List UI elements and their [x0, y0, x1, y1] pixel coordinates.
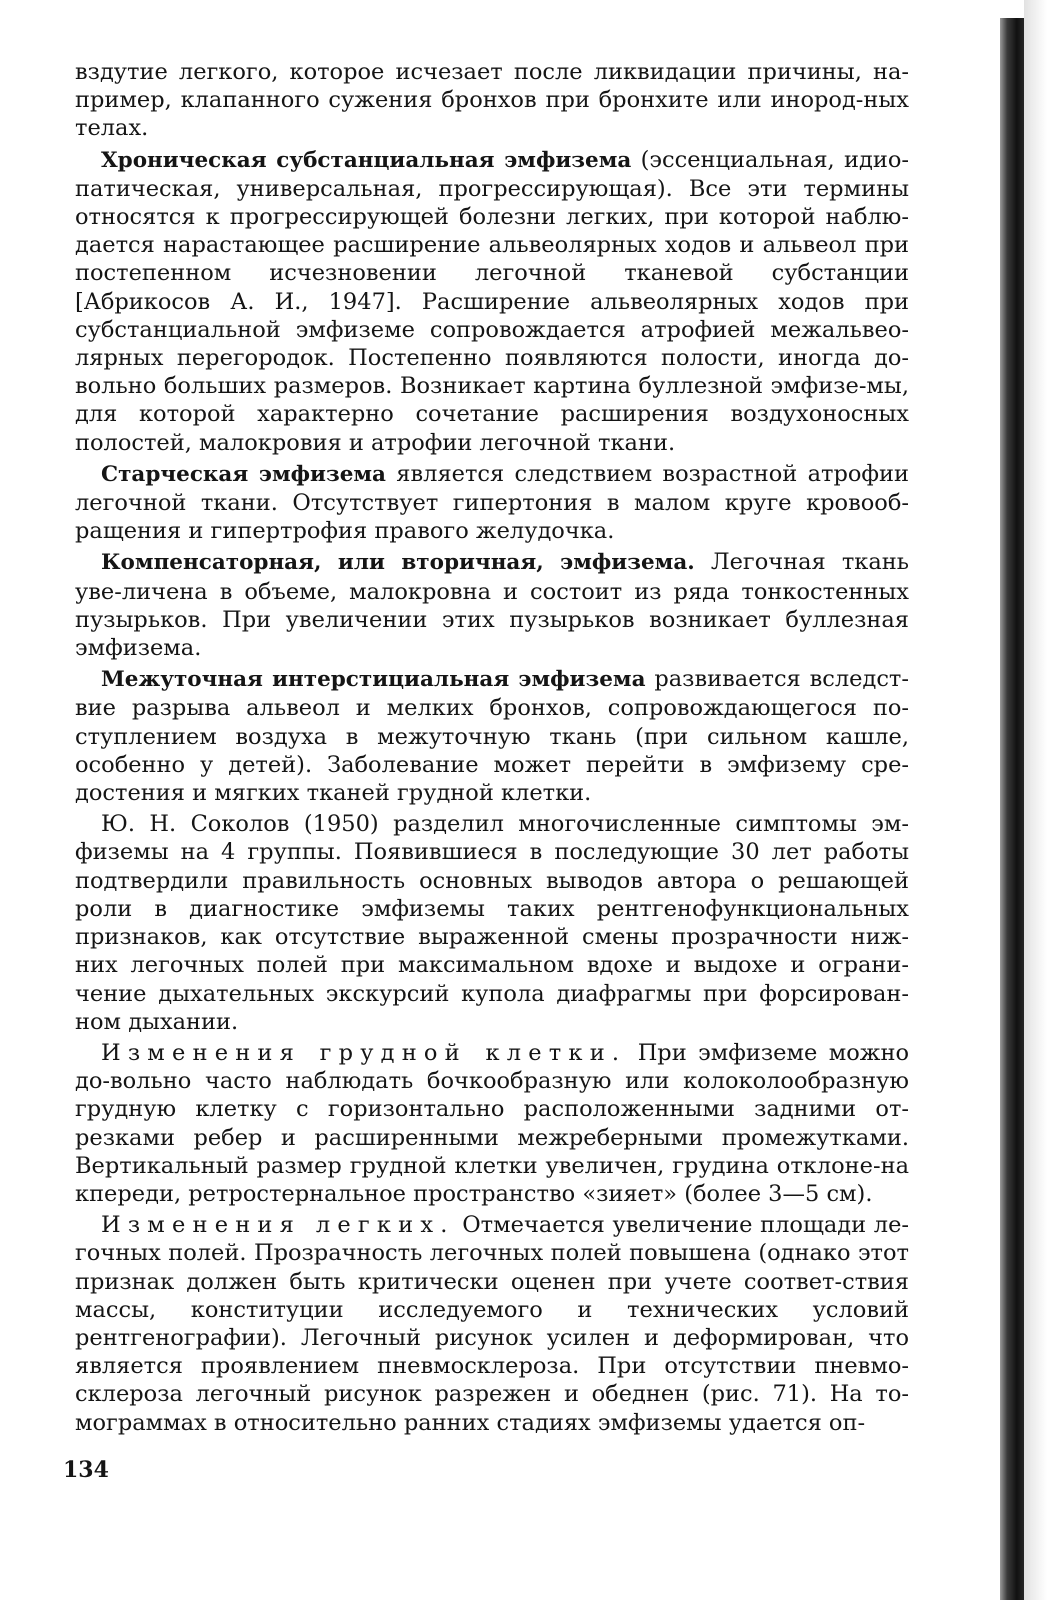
page-edge-shadow	[1000, 18, 1024, 1600]
paragraph-lead-spaced: Изменения грудной клетки.	[101, 1039, 627, 1066]
paragraph-chronic-emphysema	[75, 146, 909, 457]
paragraph-interstitial-emphysema	[75, 665, 909, 807]
paragraph-sokolov	[75, 810, 909, 1036]
paragraph-text: является следствием возрастной атрофии легочной ткани. Отсутствует гипертония в малом круге кровооб-ращения и гипертрофия правого желудочка.	[75, 460, 910, 545]
paragraph-text: Ю. Н. Соколов (1950) разделил многочисленные симптомы эм-физемы на 4 группы. Появившиеся в последующие 30 лет работы подтвердили правильность основных выводов автора о решающей роли в диагностике эмфиземы таких рентгенофункциональных признаков, как отсутствие выраженной смены прозрачности ниж-них легочных полей при максимальном вдохе и выдохе и ограни-чение дыхательных экскурсий купола диафрагмы при форсирован-ном дыхании.	[75, 811, 909, 1035]
paragraph-text: вздутие легкого, которое исчезает после ликвидации причины, на-пример, клапанного сужения бронхов при бронхите или инород-ных телах.	[75, 59, 909, 142]
page-margin	[1024, 0, 1047, 1600]
paragraph-lead-spaced: Изменения легких.	[101, 1212, 455, 1239]
paragraph-lead-bold: Компенсаторная, или вторичная, эмфизема.	[101, 550, 695, 576]
paragraph-senile-emphysema	[75, 460, 909, 546]
paragraph-continuation	[75, 58, 909, 143]
paragraph-compensatory-emphysema	[75, 548, 909, 662]
body-text	[75, 58, 909, 1440]
paragraph-lung-changes	[75, 1211, 909, 1437]
paragraph-lead-bold: Хроническая субстанциальная эмфизема	[101, 147, 632, 173]
paragraph-text: (эссенциальная, идио-патическая, универсальная, прогрессирующая). Все эти термины относятся к прогрессирующей болезни легких, при которой наблю-дается нарастающее расширение альвеолярных ходов и альвеол при постепенном исчезновении легочной тканевой субстанции [Абрикосов А. И., 1947]. Расширение альвеолярных ходов при субстанциальной эмфиземе сопровождается атрофией межальвео-лярных перегородок. Постепенно появляются полости, иногда до-вольно больших размеров. Возникает картина буллезной эмфизе-мы, для которой характерно сочетание расширения воздухоносных полостей, малокровия и атрофии легочной ткани.	[75, 146, 909, 456]
paragraph-text: При эмфиземе можно до-вольно часто наблюдать бочкообразную или колоколообразную грудную клетку с горизонтально расположенными задними от-резками ребер и расширенными межреберными промежутками. Вертикальный размер грудной клетки увеличен, грудина отклоне-на кпереди, ретростернальное пространство «зияет» (более 3—5 см).	[75, 1039, 909, 1207]
paragraph-text: развивается вследст-вие разрыва альвеол и мелких бронхов, сопровождающегося по-ступлением воздуха в межуточную ткань (при сильном кашле, особенно у детей). Заболевание может перейти в эмфизему сре-достения и мягких тканей грудной клетки.	[75, 666, 909, 807]
page-number: 134	[63, 1457, 109, 1483]
paragraph-lead-bold: Межуточная интерстициальная эмфизема	[101, 667, 646, 693]
paragraph-text: Легочная ткань уве-личена в объеме, малокровна и состоит из ряда тонкостенных пузырьков. При увеличении этих пузырьков возникает буллезная эмфизема.	[75, 549, 909, 662]
paragraph-lead-bold: Старческая эмфизема	[101, 461, 386, 487]
paragraph-text: Отмечается увеличение площади ле-гочных полей. Прозрачность легочных полей повышена (однако этот признак должен быть критически оценен при учете соответ-ствия массы, конституции исследуемого и технических условий рентгенографии). Легочный рисунок усилен и деформирован, что является проявлением пневмосклероза. При отсутствии пневмо-склероза легочный рисунок разрежен и обеднен (рис. 71). На то-мограммах в относительно ранних стадиях эмфиземы удается оп-	[75, 1212, 910, 1436]
paragraph-chest-changes	[75, 1039, 909, 1208]
